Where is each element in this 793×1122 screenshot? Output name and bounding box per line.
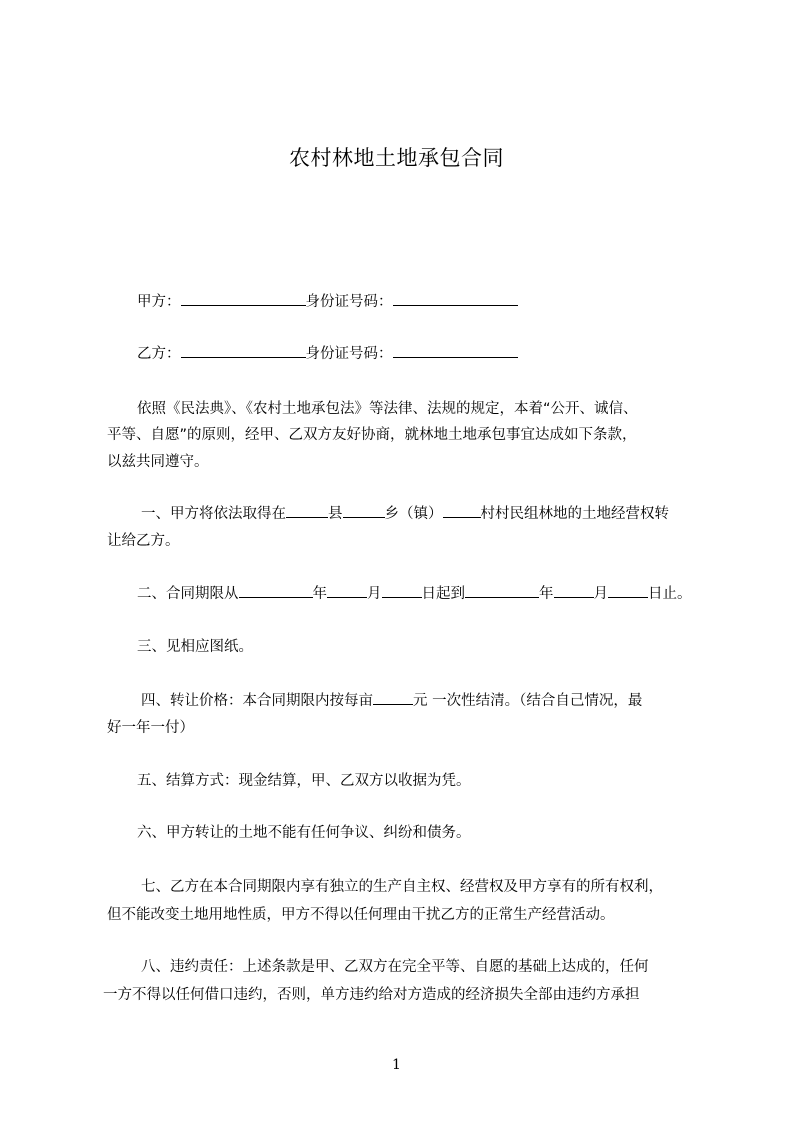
document-title: 农村林地土地承包合同 bbox=[289, 146, 504, 170]
clause-1-text-c: 乡（镇） bbox=[384, 506, 443, 522]
clause-1-line-1 bbox=[141, 503, 669, 524]
party-a-name-blank bbox=[181, 291, 306, 306]
clause-5-line: 五、结算方式：现金结算，甲、乙双方以收据为凭。 bbox=[137, 773, 471, 789]
county-blank bbox=[286, 503, 328, 518]
preamble-line-1: 依照《民法典》、《农村土地承包法》等法律、法规的规定，本着“公开、诚信、 bbox=[137, 401, 638, 417]
end-day-blank bbox=[608, 583, 648, 598]
start-day-blank bbox=[382, 583, 422, 598]
clause-1-text-a: 一、甲方将依法取得在 bbox=[141, 506, 286, 522]
clause-2-text-e: 年 bbox=[539, 586, 554, 602]
clause-2-text-c: 月 bbox=[367, 586, 382, 602]
party-b-id-label: 身份证号码： bbox=[305, 346, 393, 362]
clause-1-text-b: 县 bbox=[328, 506, 343, 522]
village-blank bbox=[443, 503, 481, 518]
township-blank bbox=[343, 503, 385, 518]
clause-4-text-a: 四、转让价格：本合同期限内按每亩 bbox=[141, 693, 373, 709]
party-a-id-blank bbox=[393, 291, 518, 306]
clause-3-line: 三、见相应图纸。 bbox=[137, 639, 253, 655]
clause-2-text-d: 日起到 bbox=[421, 586, 465, 602]
party-b-line bbox=[137, 343, 518, 364]
party-b-name-blank bbox=[181, 343, 306, 358]
start-year-blank bbox=[239, 583, 313, 598]
party-a-label: 甲方： bbox=[137, 294, 181, 310]
party-b-label: 乙方： bbox=[137, 346, 181, 362]
clause-4-line-2: 好一年一付） bbox=[107, 720, 194, 736]
party-a-line bbox=[137, 291, 518, 312]
end-year-blank bbox=[465, 583, 539, 598]
clause-2-text-f: 月 bbox=[593, 586, 608, 602]
party-b-id-blank bbox=[393, 343, 518, 358]
price-per-mu-blank bbox=[373, 690, 413, 705]
clause-7-line-1: 七、乙方在本合同期限内享有独立的生产自主权、经营权及甲方享有的所有权利， bbox=[141, 879, 663, 895]
clause-8-line-1: 八、违约责任：上述条款是甲、乙双方在完全平等、自愿的基础上达成的，任何 bbox=[141, 959, 649, 975]
end-month-blank bbox=[554, 583, 594, 598]
start-month-blank bbox=[327, 583, 367, 598]
party-a-id-label: 身份证号码： bbox=[305, 294, 393, 310]
clause-6-line: 六、甲方转让的土地不能有任何争议、纠纷和债务。 bbox=[137, 825, 471, 841]
preamble-line-2: 平等、自愿”的原则，经甲、乙双方友好协商，就林地土地承包事宜达成如下条款， bbox=[107, 427, 637, 443]
clause-2-text-g: 日止。 bbox=[648, 586, 692, 602]
clause-2-text-b: 年 bbox=[312, 586, 327, 602]
clause-2-text-a: 二、合同期限从 bbox=[137, 586, 239, 602]
clause-4-text-b: 元 一次性结清。（结合自己情况，最 bbox=[413, 693, 643, 709]
clause-2-line bbox=[137, 583, 692, 604]
clause-1-line-2: 让给乙方。 bbox=[107, 533, 180, 549]
clause-1-text-d: 村村民组林地的土地经营权转 bbox=[480, 506, 669, 522]
clause-7-line-2: 但不能改变土地用地性质，甲方不得以任何理由干扰乙方的正常生产经营活动。 bbox=[107, 907, 615, 923]
clause-4-line-1 bbox=[141, 690, 642, 711]
preamble-line-3: 以兹共同遵守。 bbox=[107, 454, 209, 470]
clause-8-line-2: 一方不得以任何借口违约，否则，单方违约给对方造成的经济损失全部由违约方承担 bbox=[103, 987, 640, 1003]
page-number: 1 bbox=[392, 1057, 401, 1073]
